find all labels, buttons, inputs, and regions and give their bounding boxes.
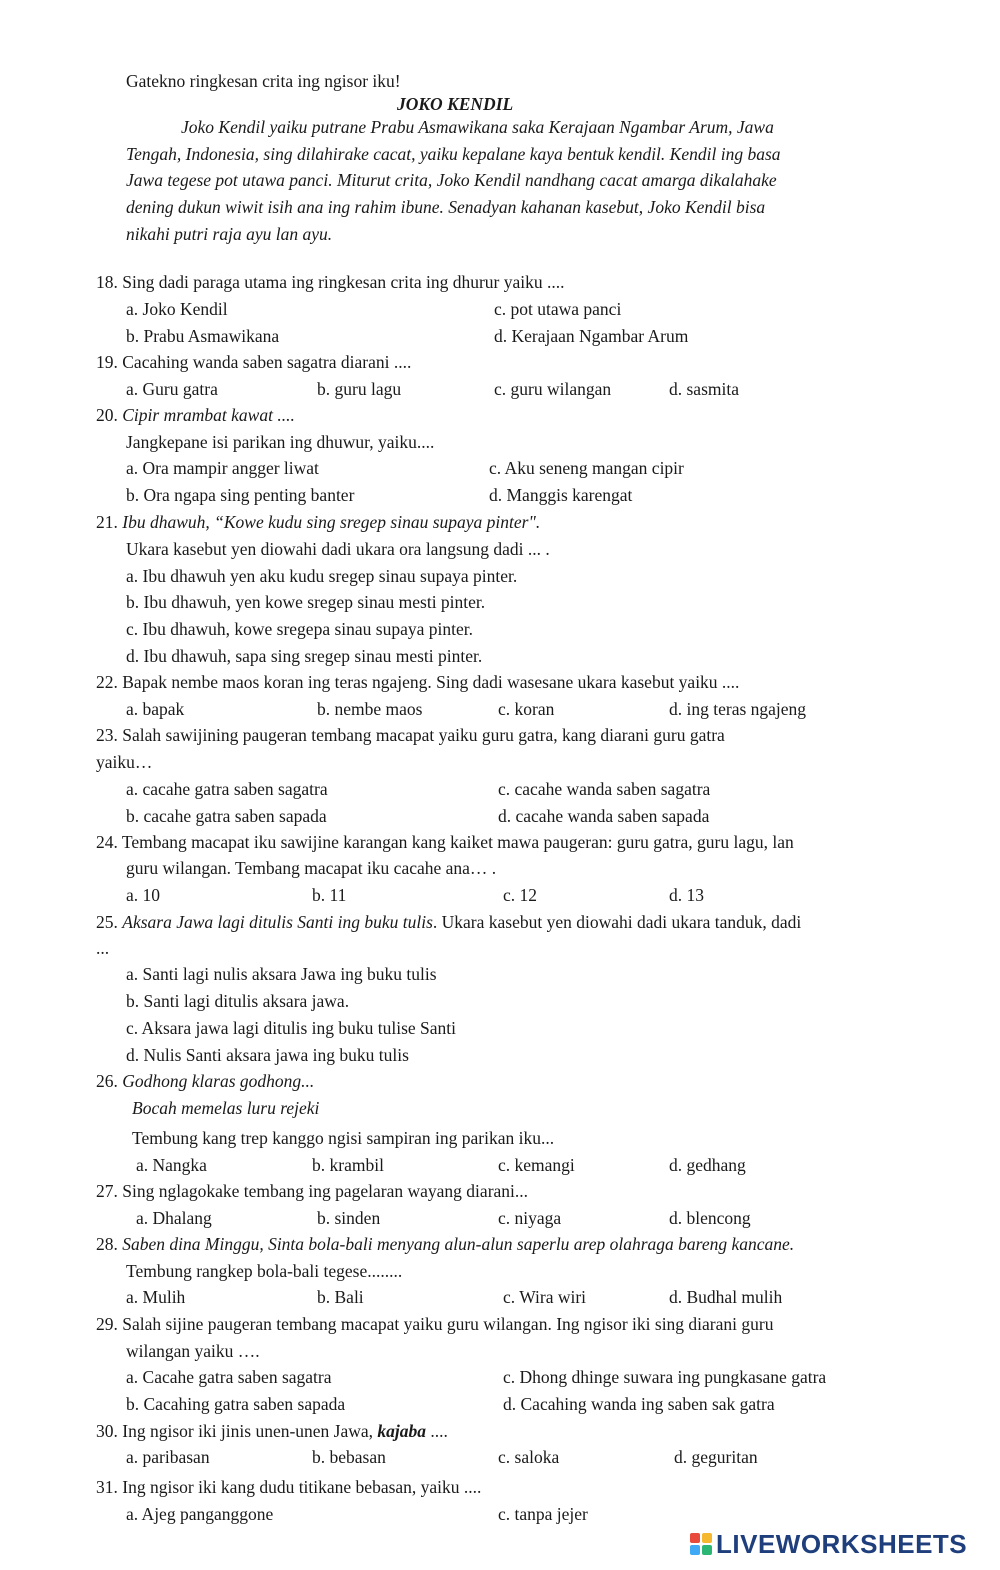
q27-option-c[interactable]: c. niyaga — [498, 1208, 562, 1228]
q18-option-a[interactable]: a. Joko Kendil — [126, 299, 228, 319]
q20-option-c[interactable]: c. Aku seneng mangan cipir — [489, 458, 684, 478]
question-28-stem — [96, 1236, 794, 1254]
q20-option-d[interactable]: d. Manggis karengat — [489, 485, 633, 505]
story-title: JOKO KENDIL — [397, 94, 514, 114]
q18-option-d[interactable]: d. Kerajaan Ngambar Arum — [494, 326, 689, 346]
story-line: dening dukun wiwit isih ana ing rahim ibune. Senadyan kahanan kasebut, Joko Kendil bisa — [126, 197, 766, 217]
question-text: . Ukara kasebut yen diowahi dadi ukara tanduk, dadi — [432, 912, 802, 932]
q29-option-d[interactable]: d. Cacahing wanda ing saben sak gatra — [503, 1394, 775, 1414]
q23-option-b[interactable]: b. cacahe gatra saben sapada — [126, 806, 327, 826]
q27-option-b[interactable]: b. sinden — [317, 1208, 381, 1228]
q22-option-d[interactable]: d. ing teras ngajeng — [669, 699, 807, 719]
question-number: 25. — [96, 912, 118, 932]
question-27-stem: 27. Sing nglagokake tembang ing pagelaran wayang diarani... — [96, 1181, 529, 1201]
q21-option-d[interactable]: d. Ibu dhawuh, sapa sing sregep sinau mesti pinter. — [126, 646, 483, 666]
question-25-stem-cont: ... — [96, 938, 110, 958]
q20-option-b[interactable]: b. Ora ngapa sing penting banter — [126, 485, 355, 505]
q26-option-d[interactable]: d. gedhang — [669, 1155, 746, 1175]
question-30-stem — [96, 1423, 448, 1441]
q22-option-a[interactable]: a. bapak — [126, 699, 185, 719]
q23-option-c[interactable]: c. cacahe wanda saben sagatra — [498, 779, 711, 799]
story-line: nikahi putri raja ayu lan ayu. — [126, 224, 333, 244]
question-text: 30. Ing ngisor iki jinis unen-unen Jawa, — [96, 1421, 374, 1441]
q19-option-a[interactable]: a. Guru gatra — [126, 379, 218, 399]
logo-square — [690, 1545, 700, 1555]
q19-option-c[interactable]: c. guru wilangan — [494, 379, 612, 399]
logo-text: LIVEWORKSHEETS — [716, 1528, 968, 1559]
story-line: Joko Kendil yaiku putrane Prabu Asmawikana saka Kerajaan Ngambar Arum, Jawa — [181, 117, 774, 137]
q29-option-b[interactable]: b. Cacahing gatra saben sapada — [126, 1394, 346, 1414]
question-text: Cipir mrambat kawat .... — [122, 405, 295, 425]
question-19-stem: 19. Cacahing wanda saben sagatra diarani .... — [96, 352, 412, 372]
question-24-stem-cont: guru wilangan. Tembang macapat iku cacahe ana… . — [126, 858, 497, 878]
liveworksheets-logo[interactable] — [690, 1529, 967, 1559]
question-31-stem: 31. Ing ngisor iki kang dudu titikane bebasan, yaiku .... — [96, 1477, 482, 1497]
question-29-stem: 29. Salah sijine paugeran tembang macapat yaiku guru wilangan. Ing ngisor iki sing diarani guru — [96, 1314, 774, 1334]
q24-option-c[interactable]: c. 12 — [503, 885, 538, 905]
q19-option-d[interactable]: d. sasmita — [669, 379, 739, 399]
q28-option-b[interactable]: b. Bali — [317, 1287, 364, 1307]
q28-option-c[interactable]: c. Wira wiri — [503, 1287, 587, 1307]
logo-grid-icon — [690, 1533, 712, 1555]
q23-option-d[interactable]: d. cacahe wanda saben sapada — [498, 806, 710, 826]
logo-square — [702, 1533, 712, 1543]
q20-option-a[interactable]: a. Ora mampir angger liwat — [126, 458, 319, 478]
q24-option-d[interactable]: d. 13 — [669, 885, 704, 905]
logo-square — [702, 1545, 712, 1555]
question-text: Ibu dhawuh, “Kowe kudu sing sregep sinau supaya pinter". — [122, 512, 541, 532]
question-25-stem — [96, 914, 801, 932]
q27-option-d[interactable]: d. blencong — [669, 1208, 751, 1228]
question-26-sub: Tembung kang trep kanggo ngisi sampiran ing parikan iku... — [132, 1128, 555, 1148]
q30-option-d[interactable]: d. geguritan — [674, 1447, 758, 1467]
q26-option-c[interactable]: c. kemangi — [498, 1155, 575, 1175]
q31-option-c[interactable]: c. tanpa jejer — [498, 1504, 588, 1524]
question-18-stem: 18. Sing dadi paraga utama ing ringkesan crita ing dhurur yaiku .... — [96, 272, 565, 292]
question-keyword: kajaba — [377, 1421, 427, 1441]
question-26-stem — [96, 1073, 314, 1091]
question-text: Saben dina Minggu, Sinta bola-bali menyang alun-alun saperlu arep olahraga bareng kancane. — [122, 1234, 795, 1254]
q31-option-a[interactable]: a. Ajeg panganggone — [126, 1504, 274, 1524]
q30-option-c[interactable]: c. saloka — [498, 1447, 560, 1467]
question-number: 21. — [96, 512, 118, 532]
q21-option-c[interactable]: c. Ibu dhawuh, kowe sregepa sinau supaya pinter. — [126, 619, 473, 639]
question-29-stem-cont: wilangan yaiku …. — [126, 1341, 260, 1361]
question-text-italic: Aksara Jawa lagi ditulis Santi ing buku tulis — [122, 912, 433, 932]
q30-option-a[interactable]: a. paribasan — [126, 1447, 210, 1467]
q21-option-a[interactable]: a. Ibu dhawuh yen aku kudu sregep sinau supaya pinter. — [126, 566, 518, 586]
instruction: Gatekno ringkesan crita ing ngisor iku! — [126, 71, 401, 91]
question-28-sub: Tembung rangkep bola-bali tegese........ — [126, 1261, 403, 1281]
q25-option-a[interactable]: a. Santi lagi nulis aksara Jawa ing buku tulis — [126, 964, 437, 984]
q18-option-c[interactable]: c. pot utawa panci — [494, 299, 622, 319]
logo-square — [690, 1533, 700, 1543]
question-21-stem — [96, 514, 540, 532]
q26-option-b[interactable]: b. krambil — [312, 1155, 384, 1175]
question-number: 28. — [96, 1234, 118, 1254]
q25-option-d[interactable]: d. Nulis Santi aksara jawa ing buku tulis — [126, 1045, 409, 1065]
question-24-stem: 24. Tembang macapat iku sawijine karangan kang kaiket mawa paugeran: guru gatra, guru lagu, lan — [96, 832, 794, 852]
question-21-sub: Ukara kasebut yen diowahi dadi ukara ora langsung dadi ... . — [126, 539, 550, 559]
question-number: 26. — [96, 1071, 118, 1091]
q28-option-d[interactable]: d. Budhal mulih — [669, 1287, 783, 1307]
question-23-stem: 23. Salah sawijining paugeran tembang macapat yaiku guru gatra, kang diarani guru gatra — [96, 725, 725, 745]
question-number: 20. — [96, 405, 118, 425]
question-tail: .... — [430, 1421, 448, 1441]
question-20-sub: Jangkepane isi parikan ing dhuwur, yaiku.... — [126, 432, 435, 452]
question-20-stem — [96, 407, 295, 425]
q29-option-c[interactable]: c. Dhong dhinge suwara ing pungkasane gatra — [503, 1367, 827, 1387]
question-text: Godhong klaras godhong... — [122, 1071, 315, 1091]
q27-option-a[interactable]: a. Dhalang — [136, 1208, 212, 1228]
q22-option-b[interactable]: b. nembe maos — [317, 699, 423, 719]
q23-option-a[interactable]: a. cacahe gatra saben sagatra — [126, 779, 328, 799]
q18-option-b[interactable]: b. Prabu Asmawikana — [126, 326, 280, 346]
story-line: Tengah, Indonesia, sing dilahirake cacat, yaiku kepalane kaya bentuk kendil. Kendil ing basa — [126, 144, 781, 164]
q24-option-b[interactable]: b. 11 — [312, 885, 347, 905]
question-26-stem-line2: Bocah memelas luru rejeki — [132, 1098, 320, 1118]
q26-option-a[interactable]: a. Nangka — [136, 1155, 207, 1175]
q29-option-a[interactable]: a. Cacahe gatra saben sagatra — [126, 1367, 332, 1387]
q22-option-c[interactable]: c. koran — [498, 699, 555, 719]
q30-option-b[interactable]: b. bebasan — [312, 1447, 386, 1467]
story-line: Jawa tegese pot utawa panci. Miturut crita, Joko Kendil nandhang cacat amarga dikalahake — [126, 170, 777, 190]
question-23-stem-cont: yaiku… — [96, 752, 153, 772]
q24-option-a[interactable]: a. 10 — [126, 885, 161, 905]
q25-option-c[interactable]: c. Aksara jawa lagi ditulis ing buku tulise Santi — [126, 1018, 457, 1038]
question-22-stem: 22. Bapak nembe maos koran ing teras ngajeng. Sing dadi wasesane ukara kasebut yaiku .... — [96, 672, 740, 692]
q28-option-a[interactable]: a. Mulih — [126, 1287, 186, 1307]
q25-option-b[interactable]: b. Santi lagi ditulis aksara jawa. — [126, 991, 350, 1011]
q19-option-b[interactable]: b. guru lagu — [317, 379, 402, 399]
q21-option-b[interactable]: b. Ibu dhawuh, yen kowe sregep sinau mesti pinter. — [126, 592, 486, 612]
